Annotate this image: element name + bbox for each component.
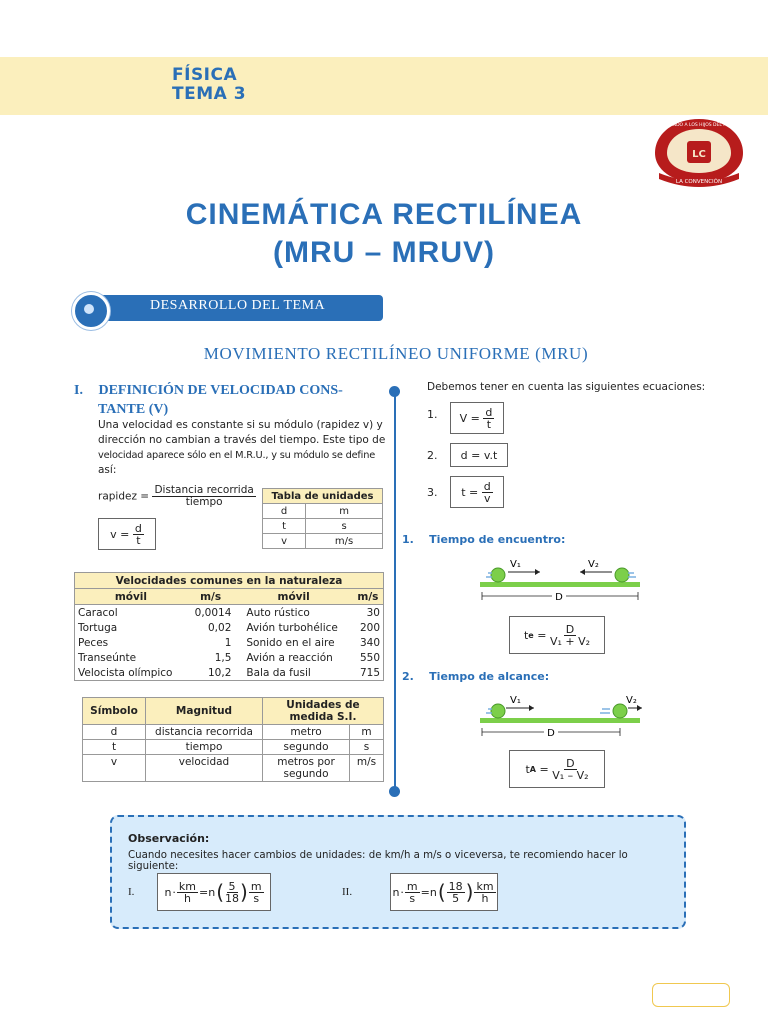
te-subscript: e [528,630,534,640]
table-cell: 550 [359,651,380,664]
table-cell: v [263,534,306,549]
eq3-number: 3. [427,486,438,499]
eq3-box [450,476,504,508]
encounter-number: 1. [402,533,414,546]
conv-ii-eq: =n [420,885,437,899]
divider-cap-bottom [389,786,400,797]
table-cell: distancia recorrida [146,725,263,740]
units-table-caption: Tabla de unidades [263,489,383,504]
topic-text: TEMA 3 [172,84,247,104]
subject-text: FÍSICA [172,65,238,85]
table-cell: Bala da fusil [246,666,311,679]
rapidez-fraction [152,485,255,508]
paragraph-line: Una velocidad es constante si su módulo (rapidez v) y [98,419,383,431]
v2-label: V₂ [588,559,599,570]
table-row [75,605,384,621]
overtake-title: Tiempo de alcance: [429,670,550,683]
definition-heading [74,381,343,419]
rapidez-formula [98,485,256,508]
section-band-label: DESARROLLO DEL TEMA [150,298,326,313]
logo-letters: LC [692,149,706,160]
conversion-ii-box: n · $\frac{m}{s}$ =n ( $\frac{18}{5}$ ) $\frac{km}{h}$ [390,873,498,911]
conv-ii-n: n [392,885,400,899]
si-header: Unidades de medida S.I. [263,698,384,725]
track-bar [480,718,640,723]
observation-text: Cuando necesites hacer cambios de unidades: de km/h a m/s o viceversa, te recomiendo hacer lo siguiente: [128,850,628,872]
eq1-denominator: t [486,417,492,431]
conv-i-n: n [164,885,172,899]
ball-icon [491,704,505,718]
distance-label: D [547,728,555,739]
conversion-i-box: n · $\frac{km}{h}$ =n ( $\frac{5}{18}$ ) $\frac{m}{s}$ [157,873,271,911]
logo-text-top: EDUCANDO A LOS HIJOS DEL PUEBLO [656,123,742,128]
table-cell: v [83,755,146,782]
definition-heading-line1: DEFINICIÓN DE VELOCIDAD CONS- [98,383,343,398]
si-header: Magnitud [146,698,263,725]
eq3-fraction [482,481,493,504]
conv-ii-factor [447,881,465,904]
frac-num: 18 [448,879,463,893]
table-cell: Auto rústico [246,606,310,619]
si-units-table [82,697,384,782]
ball-icon [491,568,505,582]
table-cell: metro [263,725,350,740]
overtake-heading [402,670,549,683]
speeds-table-caption: Velocidades comunes en la naturaleza [75,573,384,589]
table-cell: Tortuga [78,621,118,634]
te-lhs: t [523,628,529,642]
ta-fraction [552,758,588,781]
speeds-header: móvil [75,589,187,605]
overtake-number: 2. [402,670,414,683]
velocity-formula-box [98,518,156,550]
eq1-number: 1. [427,408,438,421]
eq3-numerator: d [483,479,491,493]
frac-den: 5 [452,891,460,905]
table-cell: 715 [359,666,380,679]
table-cell: s [306,519,383,534]
encounter-heading [402,533,565,546]
conv-i-unit-in [177,881,198,904]
conversion-i-label: I. [128,886,135,898]
paragraph-line: dirección no cambian a través del tiempo. Este tipo de [98,434,386,446]
v-numerator: d [134,521,142,535]
definition-number: I. [74,383,83,398]
frac-num: m [250,879,262,893]
divider-cap-top [389,386,400,397]
table-cell: velocidad [146,755,263,782]
ball-icon [613,704,627,718]
definition-paragraph [98,418,390,478]
v-eq: v = [110,527,130,541]
eq1-numerator: d [485,405,493,419]
frac-num: km [178,879,197,893]
table-row [83,740,384,755]
encounter-formula-box: t e = $\frac{D}{\text{V₁ + V₂}}$ [509,616,605,654]
table-row [75,635,384,650]
ta-numerator: D [566,756,575,770]
column-divider [394,392,396,792]
table-cell: Velocista olímpico [78,666,173,679]
speeds-header: m/s [353,589,384,605]
eq1-lhs: V = [459,411,480,425]
frac-num: m [406,879,418,893]
table-cell: metros por segundo [263,755,350,782]
conversion-ii-label: II. [342,886,353,898]
conv-i-unit-out [249,881,264,904]
table-row [75,620,384,635]
table-cell: 1,5 [214,651,232,664]
ta-subscript: A [529,764,536,774]
table-row [75,650,384,665]
frac-num: km [476,879,494,893]
overtake-diagram [480,692,644,740]
table-cell: 0,0014 [194,606,232,619]
frac-den: h [183,891,191,905]
ta-denominator: V₁ – V₂ [552,768,589,782]
table-cell: Caracol [78,606,118,619]
table-cell: s [350,740,384,755]
te-numerator: D [565,622,575,636]
frac-den: h [481,891,489,905]
v1-label: V₁ [510,695,521,706]
definition-heading-line2: TANTE (V) [98,402,169,417]
table-cell: 10,2 [208,666,232,679]
speeds-header: m/s [187,589,235,605]
speeds-table [74,572,384,681]
eq2-number: 2. [427,449,438,462]
observation-title: Observación: [128,832,210,845]
te-fraction [550,624,590,647]
speeds-header: móvil [234,589,352,605]
ball-icon [615,568,629,582]
encounter-diagram [480,556,644,604]
equations-intro: Debemos tener en cuenta las siguientes ecuaciones: [427,381,706,393]
table-cell: t [263,519,306,534]
table-cell: Sonido en el aire [246,636,335,649]
table-cell: m [306,504,383,519]
band-bullet-dot [84,304,94,314]
table-row [75,665,384,681]
conv-i-factor [225,881,239,904]
header-band [0,57,768,115]
paragraph-line: velocidad aparece sólo en el M.R.U., y su módulo se define [98,450,376,461]
table-cell: Peces [78,636,109,649]
table-cell: 30 [366,606,380,619]
table-cell: 1 [224,636,232,649]
eq3-lhs: t = [461,485,479,499]
table-cell: t [83,740,146,755]
eq1-fraction [483,407,494,430]
table-cell: segundo [263,740,350,755]
table-cell: m/s [306,534,383,549]
table-cell: 200 [359,621,380,634]
table-cell: 0,02 [208,621,232,634]
rapidez-label: rapidez = [98,490,150,503]
table-cell: d [263,504,306,519]
eq3-denominator: v [484,491,491,505]
overtake-formula-box: t A = $\frac{D}{\text{V₁ – V₂}}$ [509,750,605,788]
encounter-title: Tiempo de encuentro: [429,533,566,546]
page-title-line1: CINEMÁTICA RECTILÍNEA [185,198,583,231]
section-title: MOVIMIENTO RECTILÍNEO UNIFORME (MRU) [203,344,589,363]
logo-text-bottom: LA CONVENCIÓN [675,179,723,185]
table-cell: Avión a reacción [246,651,333,664]
table-cell: Transeúnte [78,651,137,664]
frac-den: s [253,891,260,905]
table-cell: 340 [359,636,380,649]
frac-num: 5 [228,879,236,893]
table-cell: tiempo [146,740,263,755]
v-fraction [133,523,144,546]
eq2-box: d = v.t [450,443,508,467]
v1-label: V₁ [510,559,521,570]
conv-i-eq: =n [199,885,216,899]
table-row [83,725,384,740]
page-number-box [652,983,730,1007]
conv-ii-unit-out [474,881,495,904]
rapidez-numerator: Distancia recorrida [154,484,254,496]
paragraph-line: así: [98,464,117,476]
table-cell: m [350,725,384,740]
table-row [263,504,383,519]
page-title-line2: (MRU – MRUV) [273,236,495,269]
te-denominator: V₁ + V₂ [549,634,591,648]
school-crest-icon [645,115,753,187]
rapidez-denominator: tiempo [185,496,223,508]
header-subject [172,66,246,104]
eq1-box [450,402,504,434]
v-denominator: t [136,533,141,547]
frac-den: 18 [225,891,240,905]
table-row [263,519,383,534]
v2-label: V₂ [626,695,637,706]
table-row [83,755,384,782]
table-cell: m/s [350,755,384,782]
si-header: Símbolo [83,698,146,725]
distance-label: D [555,592,563,603]
table-cell: Avión turbohélice [246,621,338,634]
frac-den: s [409,891,416,905]
track-bar [480,582,640,587]
conv-ii-unit-in [405,881,420,904]
units-table [262,488,383,549]
table-cell: d [83,725,146,740]
ta-lhs: t [525,762,530,776]
table-row [263,534,383,549]
